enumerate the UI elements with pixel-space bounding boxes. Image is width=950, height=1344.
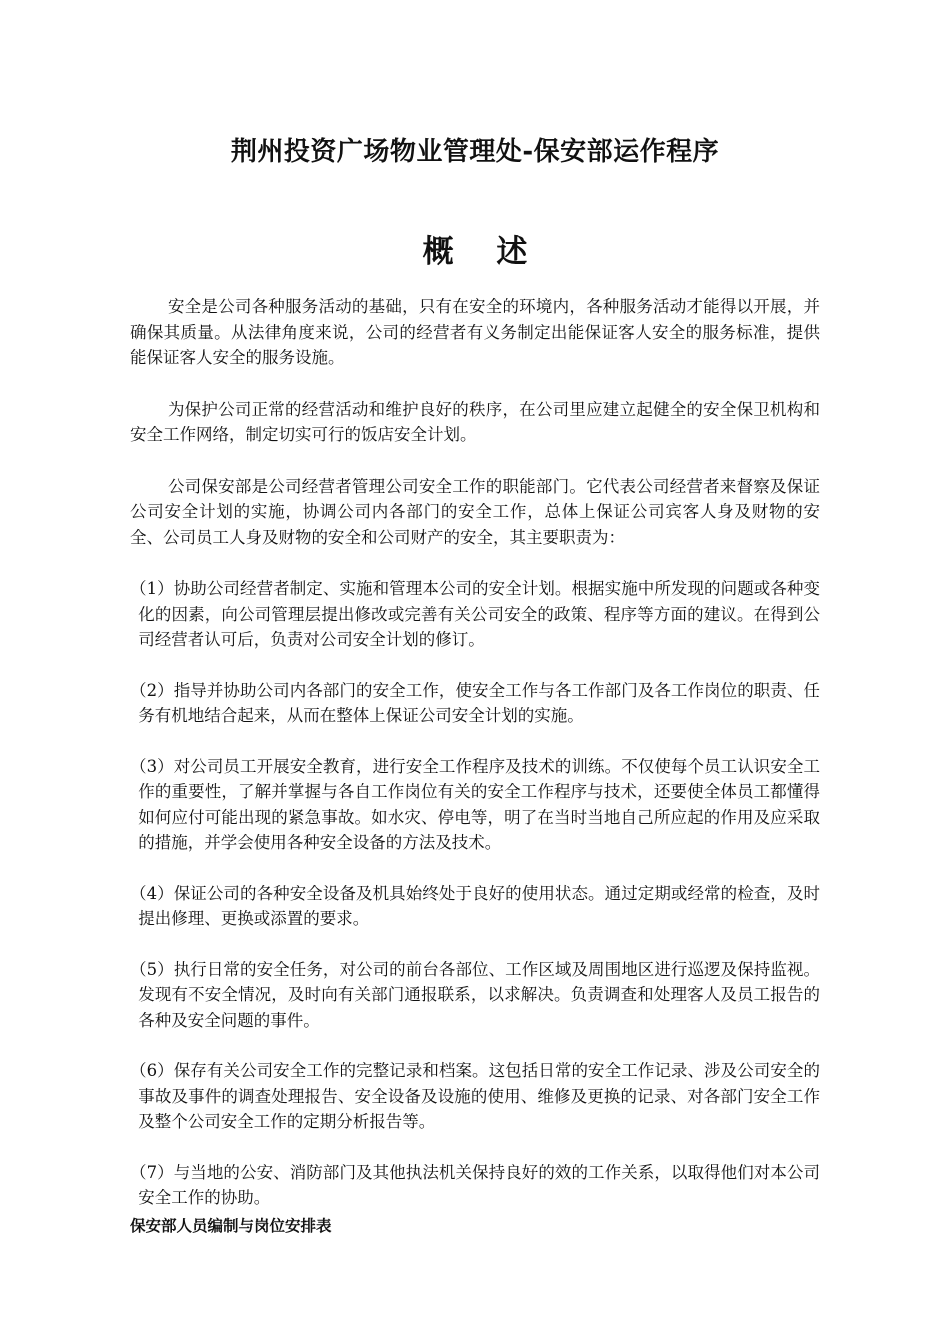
duty-item: （1）协助公司经营者制定、实施和管理本公司的安全计划。根据实施中所发现的问题或各种变化的因素，向公司管理层提出修改或完善有关公司安全的政策、程序等方面的建议。在得到公司经营者认可后，负责对公司安全计划的修订。	[130, 579, 820, 649]
duty-item: （4）保证公司的各种安全设备及机具始终处于良好的使用状态。通过定期或经常的检查，及时提出修理、更换或添置的要求。	[130, 883, 820, 928]
intro-paragraph: 为保护公司正常的经营活动和维护良好的秩序，在公司里应建立起健全的安全保卫机构和安全工作网络，制定切实可行的饭店安全计划。	[130, 399, 820, 444]
table-heading: 保安部人员编制与岗位安排表	[130, 1217, 332, 1235]
section-title: 概 述	[422, 234, 544, 270]
duty-item: （5）执行日常的安全任务，对公司的前台各部位、工作区域及周围地区进行巡逻及保持监视。发现有不安全情况，及时向有关部门通报联系，以求解决。负责调查和处理客人及员工报告的各种及安全问题的事件。	[130, 959, 820, 1030]
document-title: 荆州投资广场物业管理处-保安部运作程序	[230, 137, 720, 167]
document-body	[130, 294, 820, 1211]
duty-item: （3）对公司员工开展安全教育，进行安全工作程序及技术的训练。不仅使每个员工认识安全工作的重要性，了解并掌握与各自工作岗位有关的安全工作程序与技术，还要使全体员工都懂得如何应付可能出现的紧急事故。如水灾、停电等，明了在当时当地自己所应起的作用及应采取的措施，并学会使用各种安全设备的方法及技术。	[130, 756, 820, 852]
intro-paragraph: 公司保安部是公司经营者管理公司安全工作的职能部门。它代表公司经营者来督察及保证公司安全计划的实施，协调公司内各部门的安全工作，总体上保证公司宾客人身及财物的安全、公司员工人身及财物的安全和公司财产的安全，其主要职责为：	[130, 476, 820, 547]
intro-paragraph: 安全是公司各种服务活动的基础，只有在安全的环境内，各种服务活动才能得以开展，并确保其质量。从法律角度来说，公司的经营者有义务制定出能保证客人安全的服务标准，提供能保证客人安全的服务设施。	[130, 297, 820, 367]
duty-item: （6）保存有关公司安全工作的完整记录和档案。这包括日常的安全工作记录、涉及公司安全的事故及事件的调查处理报告、安全设备及设施的使用、维修及更换的记录、对各部门安全工作及整个公司安全工作的定期分析报告等。	[130, 1061, 820, 1131]
duty-item: （7）与当地的公安、消防部门及其他执法机关保持良好的效的工作关系，以取得他们对本公司安全工作的协助。	[130, 1162, 820, 1207]
duty-item: （2）指导并协助公司内各部门的安全工作，使安全工作与各工作部门及各工作岗位的职责、任务有机地结合起来，从而在整体上保证公司安全计划的实施。	[130, 680, 820, 725]
